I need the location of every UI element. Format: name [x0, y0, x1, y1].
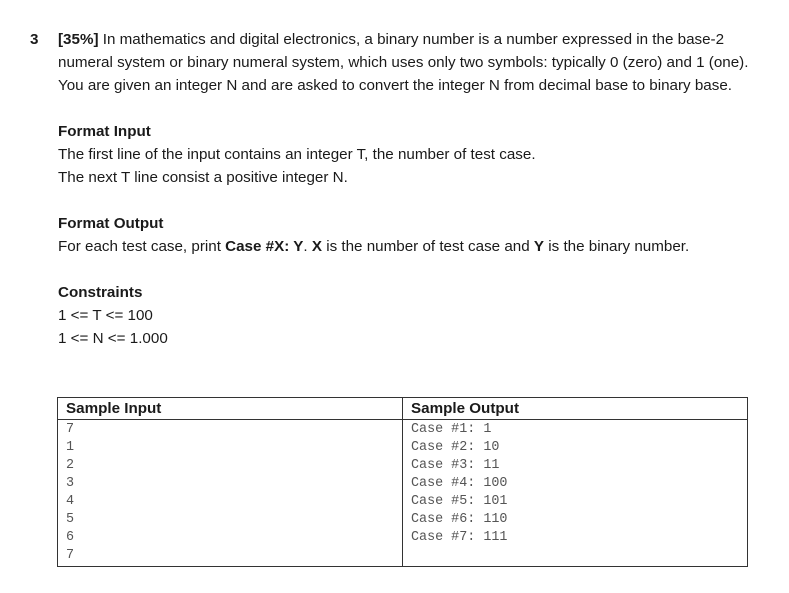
question-intro [58, 28, 750, 97]
sample-body-row [58, 420, 748, 567]
sample-output-line: Case #7: 111 [411, 530, 508, 545]
sample-output-line: Case #5: 101 [411, 494, 508, 509]
format-output-part: . [303, 238, 312, 255]
sample-output-line: Case #2: 10 [411, 440, 500, 455]
sample-table [57, 397, 748, 567]
format-output-y-var: Y [533, 238, 545, 255]
sample-output-line: Case #1: 1 [411, 422, 492, 437]
format-output-part: For each test case, print [58, 238, 226, 255]
sample-input-header: Sample Input [58, 398, 403, 420]
format-output-part: is the number of test case and [321, 238, 534, 255]
sample-output-line: Case #3: 11 [411, 458, 500, 473]
question-weight: [35%] [58, 31, 99, 48]
format-input-line: The next T line consist a positive integer N. [58, 169, 348, 186]
sample-output-line: Case #4: 100 [411, 476, 508, 491]
format-input-section [58, 120, 750, 189]
sample-input-line: 2 [66, 458, 75, 473]
format-output-case-format: Case #X: Y [225, 238, 304, 255]
format-output-section [58, 212, 750, 258]
question-number: 3 [30, 31, 39, 48]
sample-output-line: Case #6: 110 [411, 512, 508, 527]
sample-input-line: 3 [66, 476, 75, 491]
sample-input-line: 7 [66, 548, 75, 563]
format-output-text [58, 235, 750, 258]
format-output-heading: Format Output [58, 215, 164, 232]
format-output-x-var: X [311, 238, 322, 255]
sample-input-line: 1 [66, 440, 75, 455]
sample-input-cell [58, 420, 403, 567]
sample-input-line: 6 [66, 530, 75, 545]
sample-input-line: 5 [66, 512, 75, 527]
sample-output-header: Sample Output [403, 398, 748, 420]
question-body [58, 28, 750, 350]
question-intro-text: In mathematics and digital electronics, a binary number is a number expressed in the base-2 numeral system or binary numeral system, which uses only two symbols: typically 0 (zero) and 1 (one). You are given an integer N and are asked to convert the integer N from decimal base to binary base. [58, 31, 749, 94]
sample-header-row [58, 398, 748, 420]
constraint-line: 1 <= N <= 1.000 [58, 330, 168, 347]
format-output-part: is the binary number. [544, 238, 690, 255]
sample-input-line: 7 [66, 422, 75, 437]
format-input-line: The first line of the input contains an integer T, the number of test case. [58, 146, 536, 163]
constraints-heading: Constraints [58, 284, 143, 301]
sample-output-cell [403, 420, 748, 567]
sample-input-line: 4 [66, 494, 75, 509]
constraints-section [58, 281, 750, 350]
constraint-line: 1 <= T <= 100 [58, 307, 153, 324]
format-input-heading: Format Input [58, 123, 151, 140]
